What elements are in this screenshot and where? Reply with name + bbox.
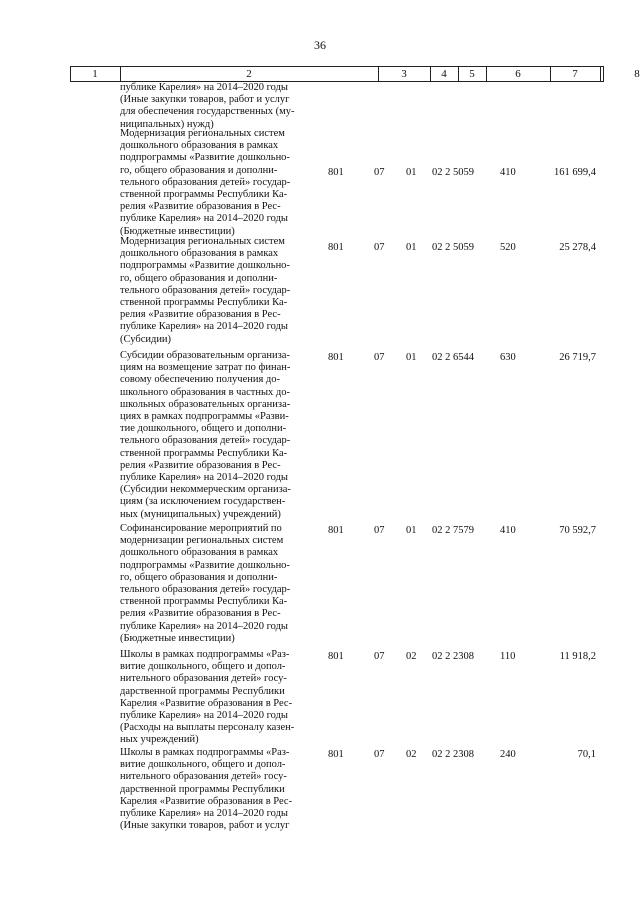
cell-col-6: 02 2 7579 bbox=[432, 525, 474, 536]
cell-col-8: 11 918,2 bbox=[559, 651, 596, 662]
cell-col-5: 02 bbox=[406, 749, 417, 760]
header-col-8: 8 bbox=[634, 68, 640, 80]
cell-col-6: 02 2 5059 bbox=[432, 167, 474, 178]
header-col-4: 4 bbox=[441, 68, 447, 80]
cell-col-4: 07 bbox=[374, 167, 385, 178]
cell-col-7: 240 bbox=[500, 749, 516, 760]
row-description: Субсидии образовательным организа- циям на возмещение затрат по финан- совому обеспечению получения до- школьного образования в частных до- школьных образовательных организа- циях в рамках подпрограммы «Разви- тие дошкольного, общего и дополни- тельного образования детей» государ- ственной программы Республики Ка- релия «Развитие образования в Рес- публике Карелия» на 2014–2020 годы (Субсидии некоммерческим организа- циям (за исключением государствен- ных (муниципальных) учреждений) bbox=[120, 350, 291, 520]
page-number: 36 bbox=[314, 38, 326, 52]
cell-col-5: 01 bbox=[406, 525, 417, 536]
cell-col-7: 410 bbox=[500, 167, 516, 178]
cell-col-6: 02 2 2308 bbox=[432, 651, 474, 662]
cell-col-8: 161 699,4 bbox=[554, 167, 596, 178]
header-col-5: 5 bbox=[469, 68, 475, 80]
cell-col-8: 26 719,7 bbox=[559, 352, 596, 363]
cell-col-7: 630 bbox=[500, 352, 516, 363]
cell-col-6: 02 2 6544 bbox=[432, 352, 474, 363]
cell-col-3: 801 bbox=[328, 525, 344, 536]
continued-text: публике Карелия» на 2014–2020 годы (Иные закупки товаров, работ и услуг для обеспечения государственных (му- ниципальных) нужд) bbox=[120, 82, 295, 130]
cell-col-4: 07 bbox=[374, 242, 385, 253]
cell-col-5: 02 bbox=[406, 651, 417, 662]
cell-col-5: 01 bbox=[406, 242, 417, 253]
column-divider bbox=[603, 67, 604, 81]
header-col-3: 3 bbox=[401, 68, 407, 80]
cell-col-8: 25 278,4 bbox=[559, 242, 596, 253]
row-description: Модернизация региональных систем дошкольного образования в рамках подпрограммы «Развитие дошкольно- го, общего образования и дополни- тельного образования детей» государ- ственной программы Республики Ка- релия «Развитие образования в Рес- публике Карелия» на 2014–2020 годы (Субсидии) bbox=[120, 236, 291, 345]
table-header bbox=[70, 66, 640, 82]
row-description: Софинансирование мероприятий по модернизации региональных систем дошкольного образования в рамках подпрограммы «Развитие дошкольно- го, общего образования и дополни- тельного образования детей» государ- ственной программы Республики Ка- релия «Развитие образования в Рес- публике Карелия» на 2014–2020 годы (Бюджетные инвестиции) bbox=[120, 523, 291, 644]
cell-col-6: 02 2 2308 bbox=[432, 749, 474, 760]
row-description: Школы в рамках подпрограммы «Раз- витие дошкольного, общего и допол- нительного образования детей» госу- дарственной программы Республики Карелия «Развитие образования в Рес- публике Карелия» на 2014–2020 годы (Расходы на выплаты персоналу казен- ных учреждений) bbox=[120, 649, 295, 746]
cell-col-7: 410 bbox=[500, 525, 516, 536]
cell-col-4: 07 bbox=[374, 749, 385, 760]
cell-col-3: 801 bbox=[328, 352, 344, 363]
cell-col-3: 801 bbox=[328, 651, 344, 662]
header-col-7: 7 bbox=[572, 68, 578, 80]
cell-col-3: 801 bbox=[328, 167, 344, 178]
header-col-2: 2 bbox=[246, 68, 252, 80]
header-col-6: 6 bbox=[515, 68, 521, 80]
row-description: Модернизация региональных систем дошкольного образования в рамках подпрограммы «Развитие дошкольно- го, общего образования и дополни- тельного образования детей» государ- ственной программы Республики Ка- релия «Развитие образования в Рес- публике Карелия» на 2014–2020 годы (Бюджетные инвестиции) bbox=[120, 128, 291, 237]
cell-col-6: 02 2 5059 bbox=[432, 242, 474, 253]
cell-col-8: 70,1 bbox=[577, 749, 596, 760]
header-col-1: 1 bbox=[92, 68, 98, 80]
cell-col-8: 70 592,7 bbox=[559, 525, 596, 536]
cell-col-7: 110 bbox=[500, 651, 516, 662]
cell-col-4: 07 bbox=[374, 651, 385, 662]
cell-col-5: 01 bbox=[406, 167, 417, 178]
cell-col-3: 801 bbox=[328, 749, 344, 760]
cell-col-4: 07 bbox=[374, 352, 385, 363]
row-description: Школы в рамках подпрограммы «Раз- витие дошкольного, общего и допол- нительного образования детей» госу- дарственной программы Республики Карелия «Развитие образования в Рес- публике Карелия» на 2014–2020 годы (Иные закупки товаров, работ и услуг bbox=[120, 747, 293, 832]
cell-col-5: 01 bbox=[406, 352, 417, 363]
cell-col-3: 801 bbox=[328, 242, 344, 253]
cell-col-4: 07 bbox=[374, 525, 385, 536]
cell-col-7: 520 bbox=[500, 242, 516, 253]
